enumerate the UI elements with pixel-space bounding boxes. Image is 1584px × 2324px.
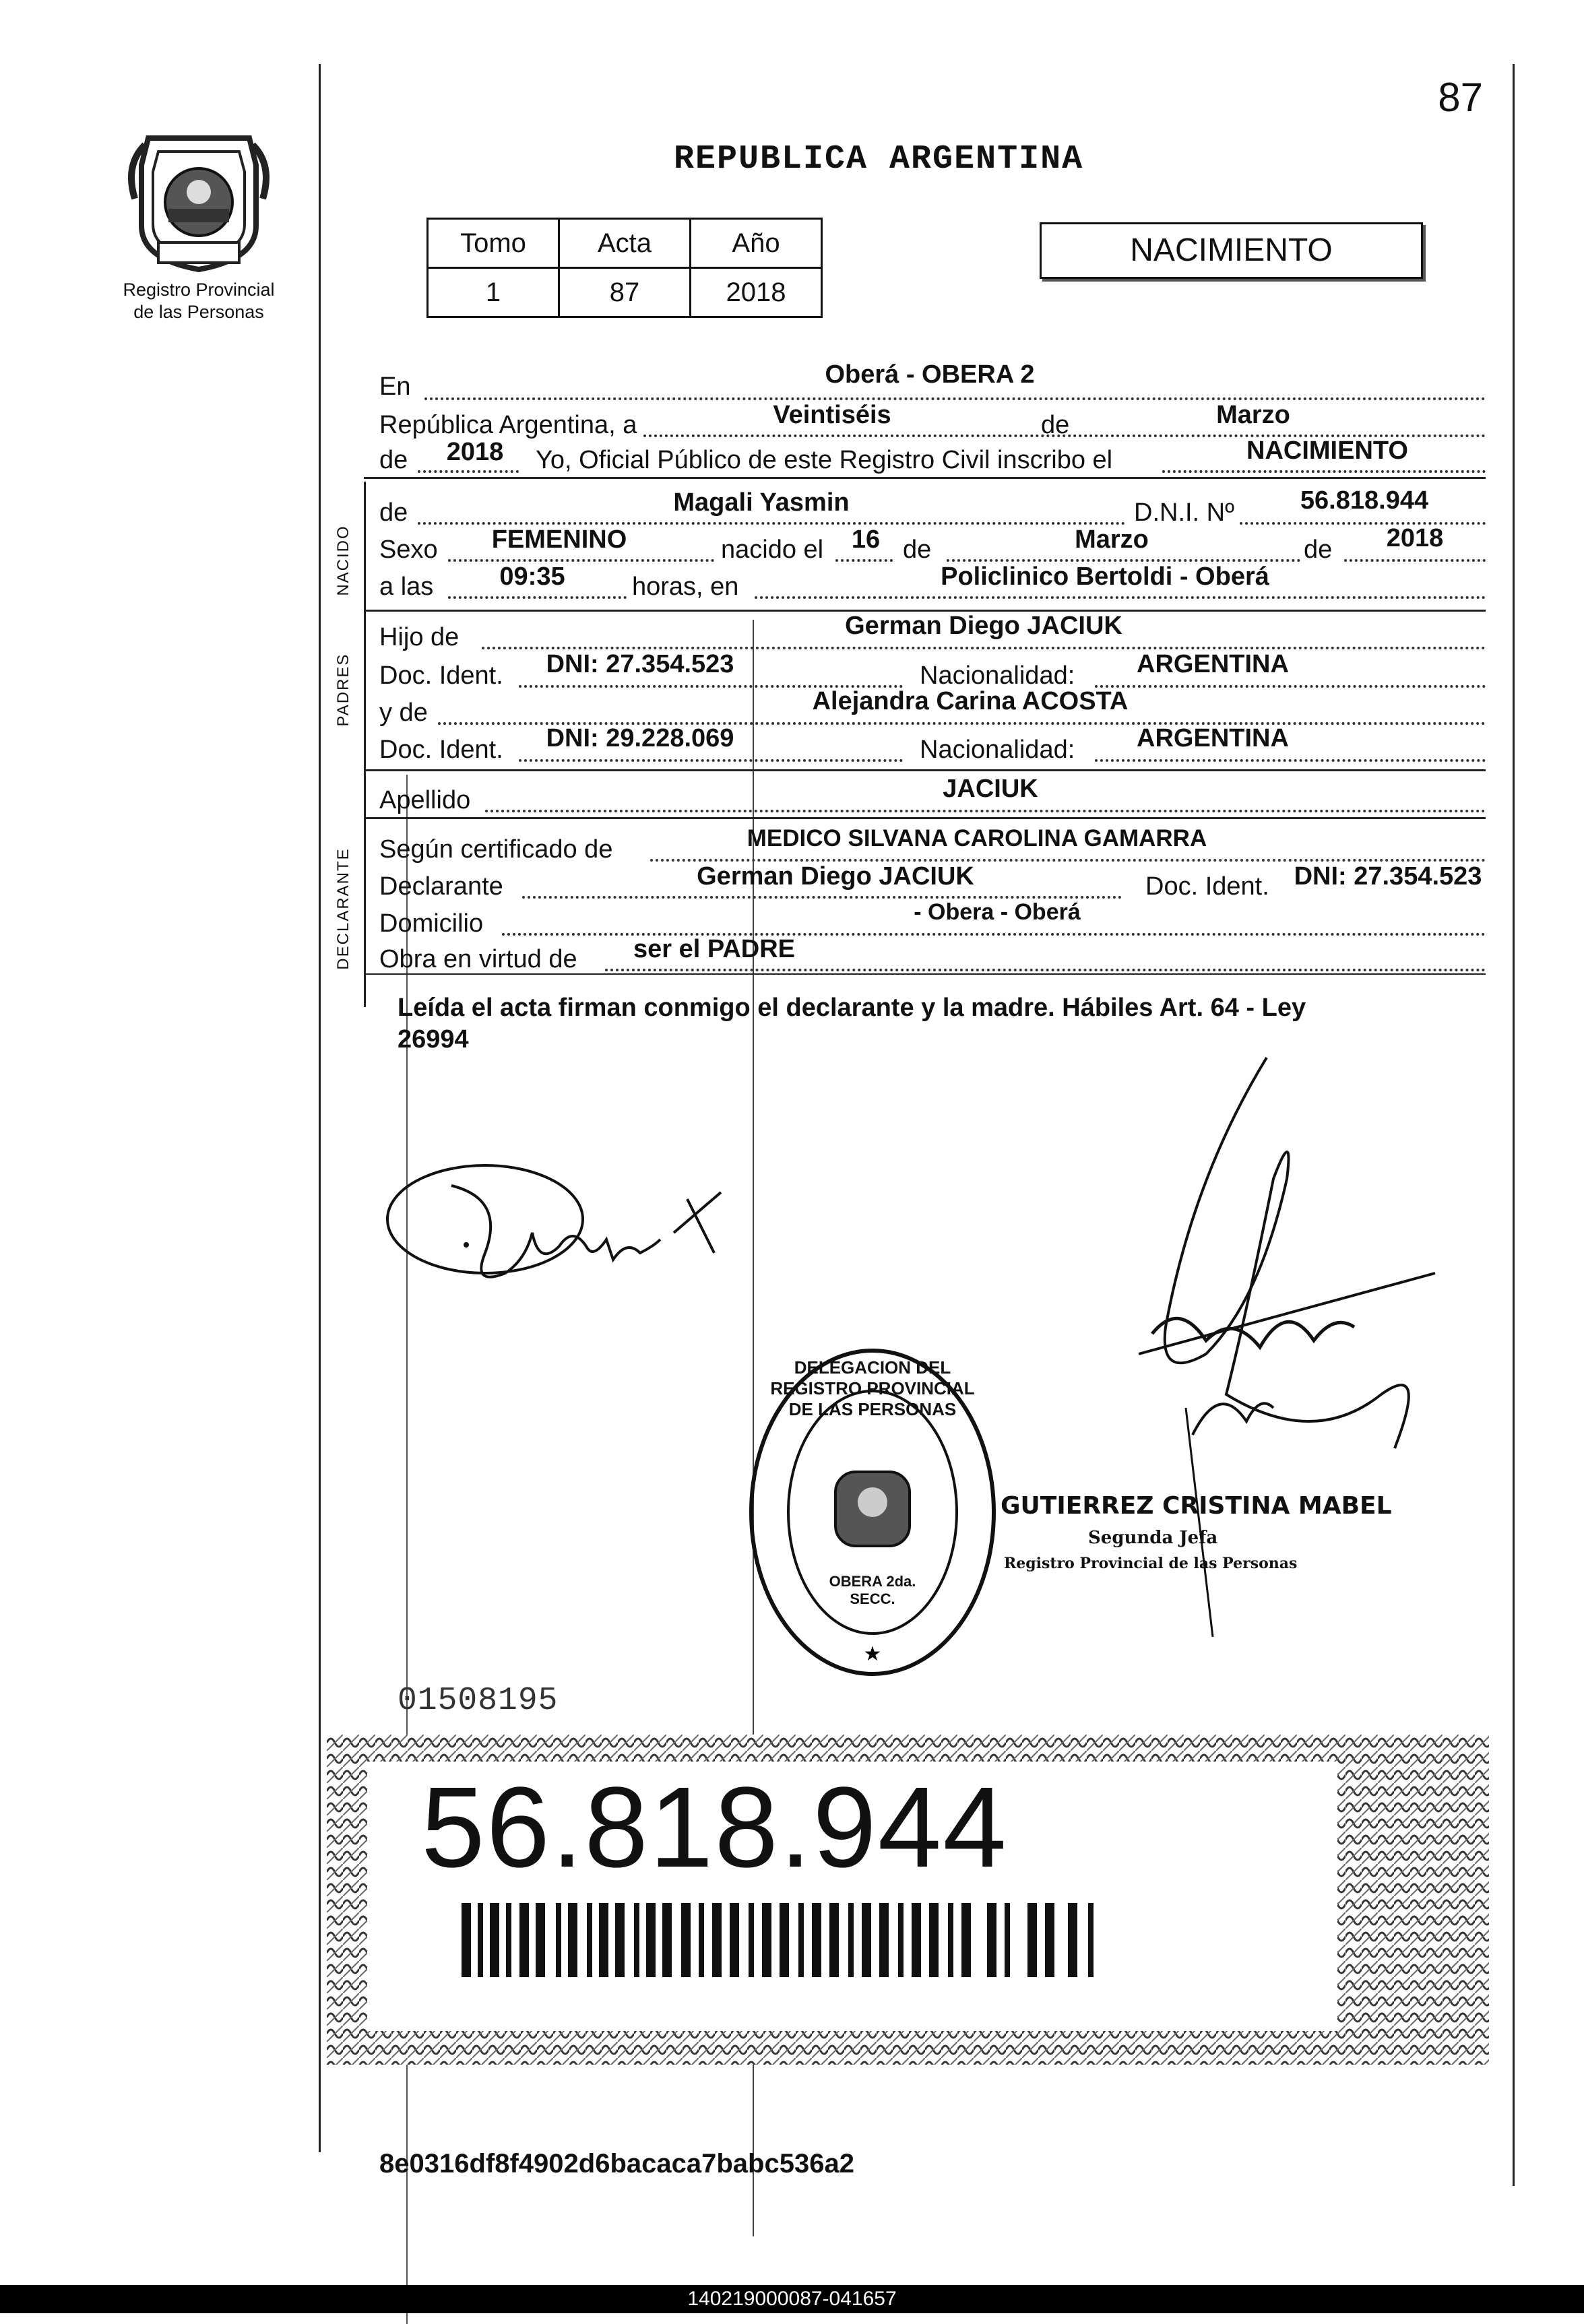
dot-leader: [418, 522, 1125, 525]
father-nac-label: Nacionalidad:: [920, 661, 1075, 690]
dni-label: D.N.I. Nº: [1134, 498, 1234, 527]
dot-leader: [418, 470, 519, 473]
dot-leader: [1095, 685, 1486, 688]
republica-label: República Argentina, a: [379, 411, 637, 439]
dot-leader: [755, 596, 1486, 599]
table-value-ano: 2018: [691, 268, 822, 317]
hijo-de-label: Hijo de: [379, 623, 460, 651]
left-border: [319, 64, 321, 2152]
obra-value: ser el PADRE: [633, 935, 796, 963]
child-dni: 56.818.944: [1300, 486, 1429, 515]
father-nationality: ARGENTINA: [1137, 650, 1289, 678]
act-reference-table: [426, 218, 823, 318]
dot-leader: [448, 596, 627, 599]
document-hash: 8e0316df8f4902d6bacaca7babc536a2: [379, 2149, 854, 2178]
registry-name-line2: de las Personas: [133, 302, 264, 322]
dot-leader: [1344, 559, 1486, 562]
horas-label: horas, en: [632, 573, 739, 601]
mother-nac-label: Nacionalidad:: [920, 736, 1075, 764]
divider-nacido-top: [364, 477, 1486, 479]
dot-leader: [448, 559, 714, 562]
right-border: [1513, 64, 1515, 2186]
dni-label-sticker: [327, 1735, 1489, 2065]
father-doc-label: Doc. Ident.: [379, 661, 503, 690]
divider-declarante-top: [364, 817, 1486, 819]
sexo-value: FEMENINO: [491, 525, 627, 554]
dot-leader: [1095, 759, 1486, 762]
birth-year: 2018: [1386, 524, 1444, 552]
dot-leader: [650, 859, 1486, 862]
registry-round-stamp: [745, 1344, 1001, 1681]
dot-leader: [1162, 470, 1486, 473]
dot-leader: [947, 559, 1300, 562]
official-stamp-line1: GUTIERREZ CRISTINA MABEL: [1001, 1492, 1392, 1520]
declarante-doc: DNI: 27.354.523: [1294, 862, 1482, 891]
declarante-doc-label: Doc. Ident.: [1145, 872, 1269, 901]
de-label-2: de: [379, 446, 408, 474]
round-stamp-inner-text: OBERA 2da. SECC.: [829, 1573, 916, 1607]
dot-leader: [605, 969, 1486, 971]
divider-apellido-top: [364, 769, 1486, 771]
birth-day: 16: [851, 525, 881, 554]
page-number: 87: [1438, 75, 1483, 120]
section-label-nacido: NACIDO: [334, 525, 352, 596]
child-name: Magali Yasmin: [673, 488, 850, 517]
official-stamp-line3: Registro Provincial de las Personas: [1004, 1555, 1298, 1572]
table-value-acta: 87: [559, 268, 691, 317]
divider-declarante-bottom: [364, 973, 1486, 975]
closing-text-line1: Leída el acta firman conmigo el declarante y la madre. Hábiles Art. 64 - Ley: [398, 994, 1306, 1022]
nacido-el-label: nacido el: [721, 536, 824, 564]
nacido-de-label: de: [379, 498, 408, 527]
round-stamp-text: DELEGACION DEL REGISTRO PROVINCIAL DE LAS PERSONAS: [770, 1357, 975, 1419]
sexo-label: Sexo: [379, 536, 438, 564]
footer-bar: [0, 2285, 1584, 2313]
official-stamp-line2: Segunda Jefa: [1088, 1528, 1218, 1548]
birth-month: Marzo: [1075, 525, 1149, 554]
dot-leader: [519, 759, 903, 762]
serial-number: 01508195: [398, 1683, 559, 1719]
birth-place: Policlinico Bertoldi - Oberá: [941, 562, 1269, 591]
en-label: En: [379, 373, 411, 401]
mother-doc: DNI: 29.228.069: [546, 724, 734, 752]
barcode: [462, 1903, 1135, 1977]
dot-leader: [835, 559, 893, 562]
registry-name-line1: Registro Provincial: [123, 280, 275, 300]
declarante-label: Declarante: [379, 872, 503, 901]
dot-leader: [424, 397, 1486, 400]
year-text: 2018: [446, 438, 504, 466]
apellido-value: JACIUK: [943, 775, 1038, 803]
obra-label: Obra en virtud de: [379, 945, 577, 973]
place-value: Oberá - OBERA 2: [825, 360, 1035, 389]
dot-leader: [485, 810, 1486, 812]
nacido-de-label-2: de: [903, 536, 932, 564]
section-label-padres: PADRES: [334, 653, 352, 727]
svg-text:★: ★: [863, 1642, 882, 1666]
apellido-label: Apellido: [379, 786, 471, 814]
father-name: German Diego JACIUK: [845, 612, 1122, 640]
act-type-box: [1040, 222, 1423, 279]
table-header-acta: Acta: [559, 219, 691, 268]
dot-leader: [522, 896, 1122, 899]
mother-doc-label: Doc. Ident.: [379, 736, 503, 764]
de-label: de: [1041, 411, 1070, 439]
act-kind-text: NACIMIENTO: [1246, 437, 1408, 465]
day-text: Veintiséis: [773, 401, 891, 429]
birth-time: 09:35: [499, 562, 565, 591]
table-header-tomo: Tomo: [428, 219, 559, 268]
registry-logo: [121, 125, 276, 280]
dot-leader: [482, 647, 1486, 649]
country-title: REPUBLICA ARGENTINA: [674, 140, 1084, 179]
y-de-label: y de: [379, 699, 428, 727]
mother-nationality: ARGENTINA: [1137, 724, 1289, 752]
a-las-label: a las: [379, 573, 434, 601]
cert-value: MEDICO SILVANA CAROLINA GAMARRA: [747, 825, 1207, 851]
section-divider-line: [364, 482, 366, 1007]
act-type-label: NACIMIENTO: [1130, 232, 1333, 268]
closing-text-line2: 26994: [398, 1025, 469, 1054]
nacido-de-label-3: de: [1304, 536, 1333, 564]
footer-code: 140219000087-041657: [687, 2288, 897, 2310]
table-header-ano: Año: [691, 219, 822, 268]
dni-big-number: 56.818.944: [421, 1764, 1008, 1892]
mother-name: Alejandra Carina ACOSTA: [812, 687, 1129, 715]
statement-text: Yo, Oficial Público de este Registro Civil inscribo el: [536, 446, 1113, 474]
declarant-signature: [371, 1145, 809, 1320]
month-text: Marzo: [1216, 401, 1290, 429]
domicilio-value: - Obera - Oberá: [914, 899, 1081, 925]
cert-label: Según certificado de: [379, 835, 613, 864]
domicilio-label: Domicilio: [379, 909, 484, 938]
father-doc: DNI: 27.354.523: [546, 650, 734, 678]
section-label-declarante: DECLARANTE: [334, 847, 352, 970]
declarante-name: German Diego JACIUK: [697, 862, 974, 891]
table-value-tomo: 1: [428, 268, 559, 317]
